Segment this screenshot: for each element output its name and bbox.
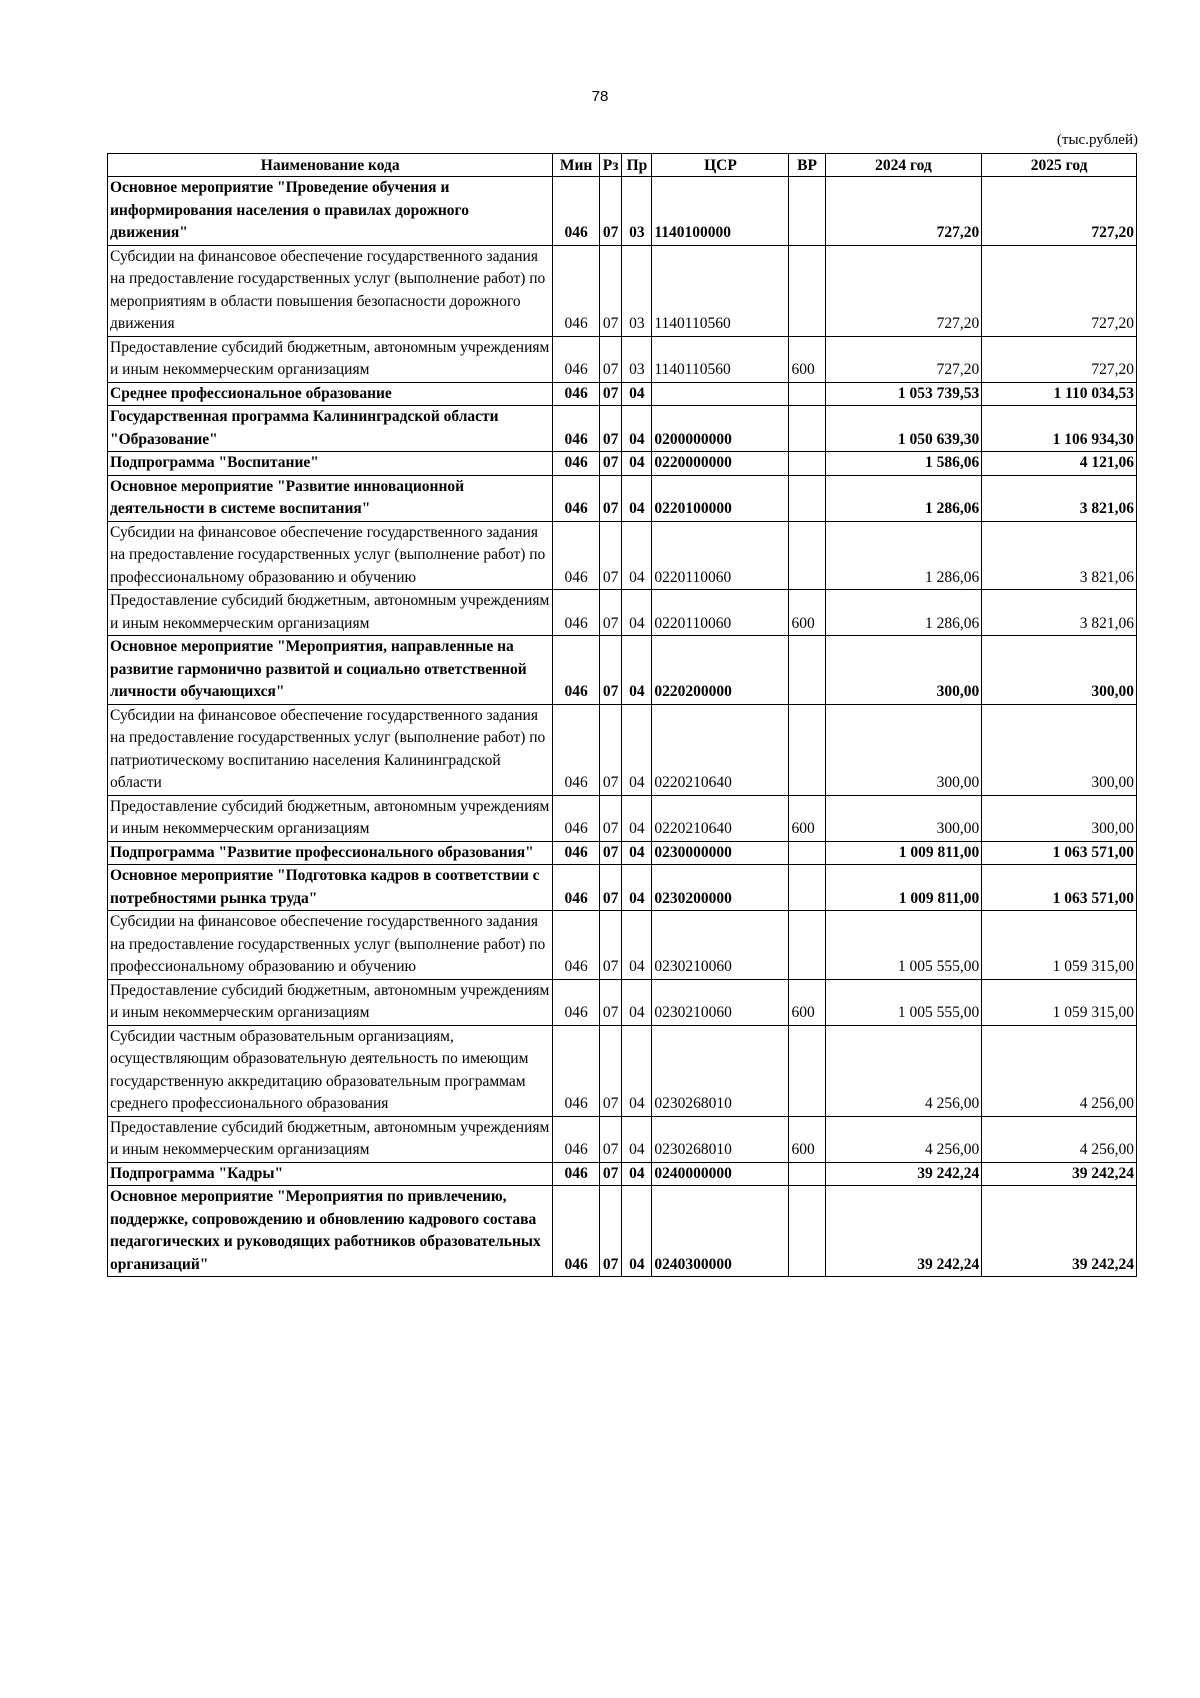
budget-table (107, 153, 1137, 1277)
cell-2024: 1 009 811,00 (825, 841, 982, 865)
cell-csr: 0200000000 (652, 406, 789, 452)
cell-vr (789, 245, 825, 336)
cell-min: 046 (553, 911, 599, 980)
cell-pr: 03 (622, 245, 652, 336)
cell-vr: 600 (789, 590, 825, 636)
cell-min: 046 (553, 1162, 599, 1186)
cell-2024: 1 286,06 (825, 521, 982, 590)
cell-vr: 600 (789, 795, 825, 841)
cell-rz: 07 (599, 1025, 622, 1116)
cell-csr: 0220210640 (652, 704, 789, 795)
table-row (108, 1186, 1137, 1277)
table-row (108, 795, 1137, 841)
cell-2025: 300,00 (982, 795, 1137, 841)
cell-pr: 03 (622, 336, 652, 382)
cell-2025: 4 256,00 (982, 1025, 1137, 1116)
cell-2024: 300,00 (825, 636, 982, 705)
cell-csr: 0230268010 (652, 1025, 789, 1116)
cell-csr: 1140110560 (652, 245, 789, 336)
cell-rz: 07 (599, 704, 622, 795)
cell-name: Предоставление субсидий бюджетным, автономным учреждениям и иным некоммерческим организациям (108, 1116, 553, 1162)
cell-2025: 300,00 (982, 704, 1137, 795)
cell-pr: 04 (622, 865, 652, 911)
table-row (108, 382, 1137, 406)
cell-2025: 1 110 034,53 (982, 382, 1137, 406)
cell-csr: 1140110560 (652, 336, 789, 382)
cell-min: 046 (553, 795, 599, 841)
cell-name: Основное мероприятие "Проведение обучения и информирования населения о правилах дорожного движения" (108, 177, 553, 246)
cell-name: Субсидии частным образовательным организациям, осуществляющим образовательную деятельность по имеющим государственную аккредитацию образовательным программам среднего профессионального образования (108, 1025, 553, 1116)
cell-rz: 07 (599, 795, 622, 841)
table-row (108, 521, 1137, 590)
cell-2024: 300,00 (825, 704, 982, 795)
cell-2024: 300,00 (825, 795, 982, 841)
header-2025: 2025 год (982, 154, 1137, 177)
cell-min: 046 (553, 841, 599, 865)
cell-vr (789, 1162, 825, 1186)
cell-vr (789, 1186, 825, 1277)
table-row (108, 475, 1137, 521)
cell-rz: 07 (599, 177, 622, 246)
table-row (108, 406, 1137, 452)
cell-2025: 39 242,24 (982, 1162, 1137, 1186)
cell-name: Предоставление субсидий бюджетным, автономным учреждениям и иным некоммерческим организациям (108, 336, 553, 382)
cell-rz: 07 (599, 452, 622, 476)
header-2024: 2024 год (825, 154, 982, 177)
table-row (108, 979, 1137, 1025)
cell-name: Основное мероприятие "Мероприятия, направленные на развитие гармонично развитой и социально ответственной личности обучающихся" (108, 636, 553, 705)
cell-2024: 727,20 (825, 245, 982, 336)
cell-2025: 3 821,06 (982, 475, 1137, 521)
cell-csr: 0220100000 (652, 475, 789, 521)
cell-pr: 04 (622, 406, 652, 452)
cell-2025: 727,20 (982, 177, 1137, 246)
cell-csr: 0230210060 (652, 979, 789, 1025)
cell-min: 046 (553, 336, 599, 382)
cell-pr: 04 (622, 1162, 652, 1186)
cell-vr: 600 (789, 979, 825, 1025)
cell-2024: 1 009 811,00 (825, 865, 982, 911)
cell-csr: 0230268010 (652, 1116, 789, 1162)
cell-vr (789, 841, 825, 865)
table-row (108, 1116, 1137, 1162)
table-row (108, 704, 1137, 795)
cell-min: 046 (553, 245, 599, 336)
cell-min: 046 (553, 1116, 599, 1162)
cell-min: 046 (553, 382, 599, 406)
cell-name: Основное мероприятие "Мероприятия по привлечению, поддержке, сопровождению и обновлению кадрового состава педагогических и руководящих работников образовательных организаций" (108, 1186, 553, 1277)
cell-2025: 1 063 571,00 (982, 841, 1137, 865)
cell-name: Субсидии на финансовое обеспечение государственного задания на предоставление государственных услуг (выполнение работ) по профессиональному образованию и обучению (108, 521, 553, 590)
header-row (108, 154, 1137, 177)
cell-pr: 04 (622, 475, 652, 521)
cell-name: Подпрограмма "Развитие профессионального образования" (108, 841, 553, 865)
cell-pr: 04 (622, 521, 652, 590)
cell-csr: 0240300000 (652, 1186, 789, 1277)
cell-2025: 1 106 934,30 (982, 406, 1137, 452)
cell-rz: 07 (599, 245, 622, 336)
cell-rz: 07 (599, 1116, 622, 1162)
cell-pr: 04 (622, 636, 652, 705)
cell-min: 046 (553, 475, 599, 521)
cell-pr: 04 (622, 841, 652, 865)
table-row (108, 841, 1137, 865)
table-row (108, 177, 1137, 246)
cell-2024: 1 005 555,00 (825, 979, 982, 1025)
cell-vr (789, 475, 825, 521)
cell-name: Предоставление субсидий бюджетным, автономным учреждениям и иным некоммерческим организациям (108, 590, 553, 636)
cell-csr: 0240000000 (652, 1162, 789, 1186)
cell-rz: 07 (599, 1162, 622, 1186)
cell-min: 046 (553, 1025, 599, 1116)
cell-rz: 07 (599, 475, 622, 521)
cell-rz: 07 (599, 590, 622, 636)
cell-csr: 0220200000 (652, 636, 789, 705)
cell-vr (789, 911, 825, 980)
cell-pr: 04 (622, 704, 652, 795)
cell-csr: 0220110060 (652, 590, 789, 636)
header-name: Наименование кода (108, 154, 553, 177)
cell-min: 046 (553, 979, 599, 1025)
cell-min: 046 (553, 1186, 599, 1277)
header-pr: Пр (622, 154, 652, 177)
cell-2024: 4 256,00 (825, 1025, 982, 1116)
cell-2024: 4 256,00 (825, 1116, 982, 1162)
table-row (108, 1025, 1137, 1116)
cell-pr: 04 (622, 590, 652, 636)
cell-name: Субсидии на финансовое обеспечение государственного задания на предоставление государственных услуг (выполнение работ) по мероприятиям в области повышения безопасности дорожного движения (108, 245, 553, 336)
cell-pr: 03 (622, 177, 652, 246)
cell-2025: 1 059 315,00 (982, 911, 1137, 980)
cell-2025: 4 121,06 (982, 452, 1137, 476)
cell-name: Субсидии на финансовое обеспечение государственного задания на предоставление государственных услуг (выполнение работ) по патриотическому воспитанию населения Калининградской области (108, 704, 553, 795)
cell-pr: 04 (622, 1025, 652, 1116)
cell-csr: 0230210060 (652, 911, 789, 980)
cell-vr (789, 452, 825, 476)
cell-min: 046 (553, 865, 599, 911)
cell-2025: 3 821,06 (982, 590, 1137, 636)
cell-rz: 07 (599, 636, 622, 705)
cell-min: 046 (553, 636, 599, 705)
cell-pr: 04 (622, 979, 652, 1025)
cell-2024: 727,20 (825, 336, 982, 382)
cell-csr (652, 382, 789, 406)
table-row (108, 336, 1137, 382)
cell-min: 046 (553, 704, 599, 795)
cell-csr: 0220210640 (652, 795, 789, 841)
cell-2024: 39 242,24 (825, 1186, 982, 1277)
cell-rz: 07 (599, 979, 622, 1025)
cell-2025: 300,00 (982, 636, 1137, 705)
cell-min: 046 (553, 406, 599, 452)
cell-csr: 1140100000 (652, 177, 789, 246)
cell-pr: 04 (622, 382, 652, 406)
header-csr: ЦСР (652, 154, 789, 177)
cell-2024: 1 053 739,53 (825, 382, 982, 406)
cell-name: Подпрограмма "Кадры" (108, 1162, 553, 1186)
cell-vr (789, 865, 825, 911)
units-label: (тыс.рублей) (1056, 132, 1138, 148)
header-rz: Рз (599, 154, 622, 177)
cell-rz: 07 (599, 841, 622, 865)
cell-min: 046 (553, 177, 599, 246)
cell-name: Среднее профессиональное образование (108, 382, 553, 406)
cell-rz: 07 (599, 521, 622, 590)
cell-2025: 1 063 571,00 (982, 865, 1137, 911)
cell-rz: 07 (599, 382, 622, 406)
cell-name: Предоставление субсидий бюджетным, автономным учреждениям и иным некоммерческим организациям (108, 979, 553, 1025)
table-row (108, 636, 1137, 705)
table-row (108, 865, 1137, 911)
table-row (108, 452, 1137, 476)
cell-2025: 4 256,00 (982, 1116, 1137, 1162)
cell-name: Основное мероприятие "Подготовка кадров в соответствии с потребностями рынка труда" (108, 865, 553, 911)
cell-2025: 1 059 315,00 (982, 979, 1137, 1025)
cell-pr: 04 (622, 795, 652, 841)
cell-vr (789, 521, 825, 590)
cell-2025: 727,20 (982, 245, 1137, 336)
cell-2024: 39 242,24 (825, 1162, 982, 1186)
cell-csr: 0230200000 (652, 865, 789, 911)
cell-name: Предоставление субсидий бюджетным, автономным учреждениям и иным некоммерческим организациям (108, 795, 553, 841)
table-row (108, 1162, 1137, 1186)
cell-pr: 04 (622, 452, 652, 476)
cell-vr (789, 636, 825, 705)
cell-2024: 1 050 639,30 (825, 406, 982, 452)
cell-name: Основное мероприятие "Развитие инновационной деятельности в системе воспитания" (108, 475, 553, 521)
cell-vr (789, 704, 825, 795)
cell-vr (789, 177, 825, 246)
cell-min: 046 (553, 521, 599, 590)
table-row (108, 911, 1137, 980)
table-body (108, 177, 1137, 1277)
cell-name: Субсидии на финансовое обеспечение государственного задания на предоставление государственных услуг (выполнение работ) по профессиональному образованию и обучению (108, 911, 553, 980)
header-min: Мин (553, 154, 599, 177)
table-row (108, 245, 1137, 336)
cell-pr: 04 (622, 1186, 652, 1277)
cell-name: Государственная программа Калининградской области "Образование" (108, 406, 553, 452)
cell-2025: 39 242,24 (982, 1186, 1137, 1277)
cell-pr: 04 (622, 1116, 652, 1162)
cell-pr: 04 (622, 911, 652, 980)
cell-vr: 600 (789, 336, 825, 382)
cell-rz: 07 (599, 336, 622, 382)
cell-rz: 07 (599, 865, 622, 911)
cell-csr: 0220000000 (652, 452, 789, 476)
page-number: 78 (591, 88, 609, 105)
cell-rz: 07 (599, 406, 622, 452)
header-vr: ВР (789, 154, 825, 177)
cell-csr: 0220110060 (652, 521, 789, 590)
cell-rz: 07 (599, 1186, 622, 1277)
cell-2024: 727,20 (825, 177, 982, 246)
cell-name: Подпрограмма "Воспитание" (108, 452, 553, 476)
cell-2025: 727,20 (982, 336, 1137, 382)
cell-min: 046 (553, 452, 599, 476)
cell-2024: 1 005 555,00 (825, 911, 982, 980)
cell-2025: 3 821,06 (982, 521, 1137, 590)
cell-min: 046 (553, 590, 599, 636)
cell-vr (789, 1025, 825, 1116)
cell-csr: 0230000000 (652, 841, 789, 865)
cell-2024: 1 286,06 (825, 590, 982, 636)
cell-2024: 1 586,06 (825, 452, 982, 476)
cell-vr: 600 (789, 1116, 825, 1162)
cell-vr (789, 406, 825, 452)
table-row (108, 590, 1137, 636)
cell-2024: 1 286,06 (825, 475, 982, 521)
cell-rz: 07 (599, 911, 622, 980)
cell-vr (789, 382, 825, 406)
